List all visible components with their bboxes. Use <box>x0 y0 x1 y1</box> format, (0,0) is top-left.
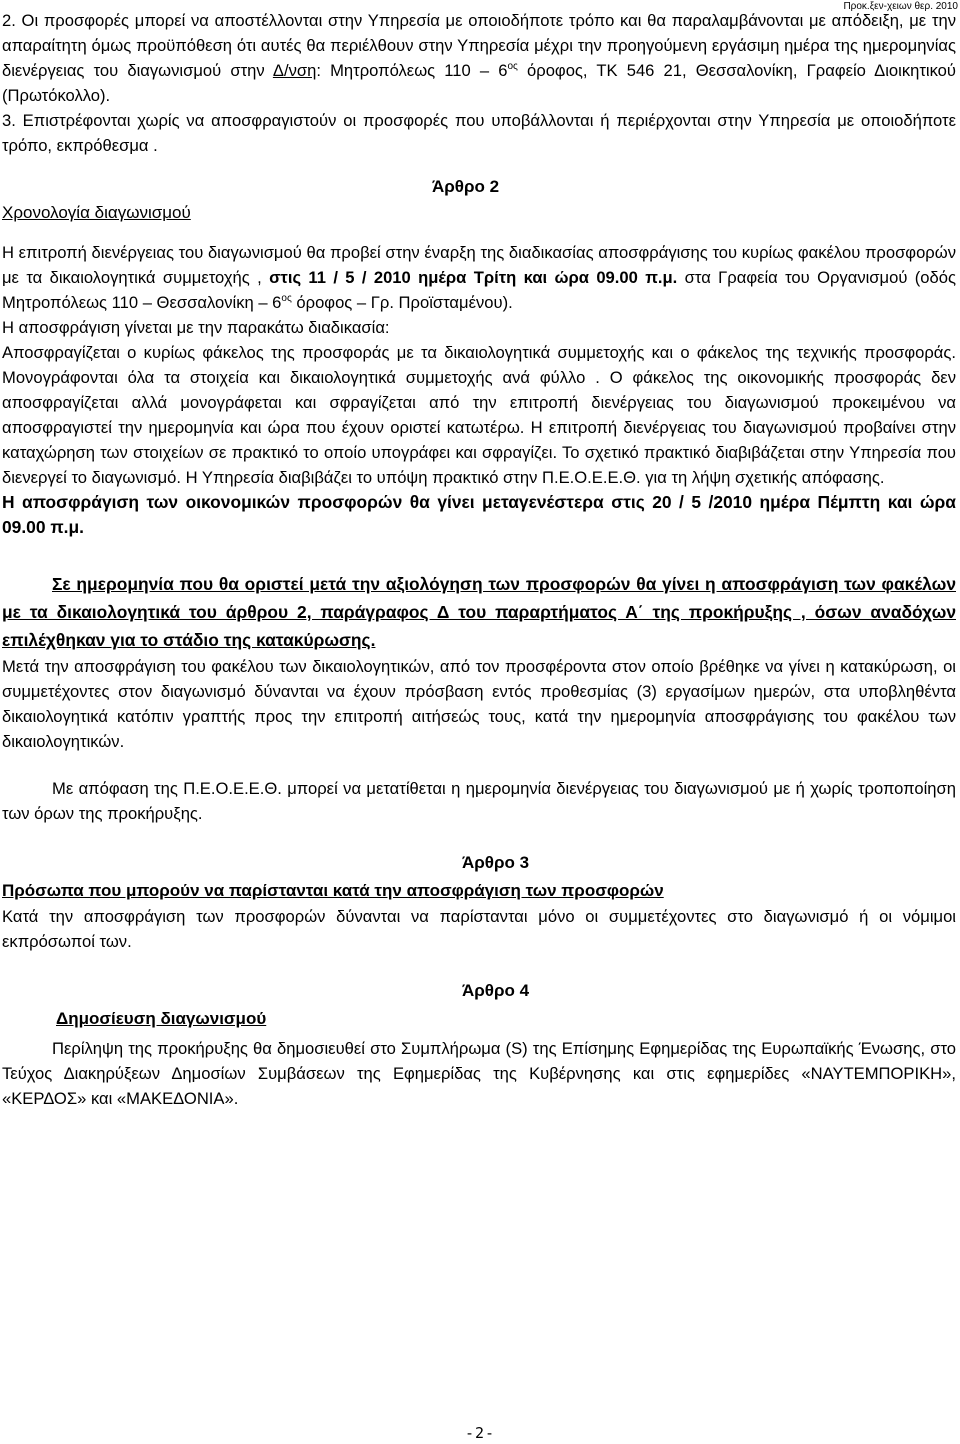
article-4-heading: Δημοσίευση διαγωνισμού <box>56 1009 267 1028</box>
paragraph-2-text-c: : Μητροπόλεως 110 – 6 <box>316 61 508 80</box>
article-4-paragraph-1: Περίληψη της προκήρυξης θα δημοσιευθεί στο Συμπλήρωμα (S) της Επίσημης Εφημερίδας της Ευρωπαϊκής Ένωσης, στο Τεύχος Διακηρύξεων Δημοσίων Συμβάσεων της Εφημερίδας της Κυβέρνησης και στις εφημερίδες «ΝΑΥΤΕΜΠΟΡΙΚΗ», «ΚΕΡΔΟΣ» και «ΜΑΚΕΔΟΝΙΑ». <box>2 1039 956 1108</box>
article-3-heading-row <box>2 850 956 904</box>
article-2-heading-row <box>2 174 956 230</box>
article-3-paragraph-1: Κατά την αποσφράγιση των προσφορών δύνανται να παρίστανται μόνο οι συμμετέχοντες στο διαγωνισμό ή οι νόμιμοι εκπρόσωποί των. <box>2 907 956 951</box>
spacer <box>2 754 956 776</box>
article-2-paragraph-6: Μετά την αποσφράγιση του φακέλου των δικαιολογητικών, από τον προσφέροντα στον οποίο βρέθηκε να γίνει η κατακύρωση, οι συμμετέχοντες στον διαγωνισμό δύνανται να έχουν πρόσβαση εντός προθεσμίας (3) εργασίμων ημερών, στα υποβληθέντα δικαιολογητικά κατόπιν γραπτής προς την επιτροπή αιτήσεώς τους, κατά την ημερομηνία αποσφράγισης του φακέλου των δικαιολογητικών. <box>2 657 956 751</box>
page-number: -2- <box>464 1424 496 1442</box>
opening-date: στις 11 / 5 / 2010 ημέρα Τρίτη και ώρα 09.00 π.μ. <box>269 268 678 287</box>
paragraph-2-text-d: όροφος, ΤΚ 546 21, Θεσσαλονίκη, Γραφείο Διοικητικού (Πρωτόκολλο). <box>2 61 956 105</box>
paragraph-3: 3. Επιστρέφονται χωρίς να αποσφραγιστούν οι προσφορές που υποβάλλονται ή περιέρχονται στην Υπηρεσία με οποιοδήποτε τρόπο, εκπρόθεσμα . <box>2 111 956 155</box>
paragraph-2-text-a: 2. Οι προσφορές μπορεί να αποστέλλονται στην Υπηρεσία με οποιοδήποτε τρόπο και θα παραλαμβάνονται με απόδειξη, με την απαραίτητη όμως προϋπόθεση ότι αυτές θα περιέλθουν στην Υπηρεσία μέχρι την προηγούμενη εργάσιμη ημέρα της ημερομηνίας διενέργειας του διαγωνισμού στην <box>2 11 956 80</box>
directorate-abbr: Δ/νση <box>272 61 317 80</box>
article-2-p1-text-a: Η επιτροπή διενέργειας του διαγωνισμού θα προβεί στην έναρξη της διαδικασίας αποσφράγισης του κυρίως φακέλου προσφορών με τα δικαιολογητικά συμμετοχής , <box>2 243 956 287</box>
article-2-p1-text-c: στα Γραφεία του Οργανισμού (οδός Μητροπόλεως 110 – Θεσσαλονίκη – 6 <box>2 268 956 312</box>
spacer <box>2 540 956 570</box>
article-2-paragraph-1 <box>2 240 956 315</box>
header-note: Προκ.ξεν-χειων θερ. 2010 <box>843 1 958 12</box>
floor-superscript: ος <box>507 61 518 72</box>
article-3-title: Άρθρο 3 <box>462 853 530 872</box>
floor-superscript-2: ος <box>281 293 292 304</box>
article-4-title: Άρθρο 4 <box>462 981 530 1000</box>
dossier-opening-notice: Σε ημερομηνία που θα οριστεί μετά την αξιολόγηση των προσφορών θα γίνει η αποσφράγιση των φακέλων με τα δικαιολογητικά του άρθρου 2, παράγραφος Δ του παραρτήματος Α΄ της προκήρυξης , όσων αναδόχων επιλέχθηκαν για το στάδιο της κατακύρωσης. <box>2 574 956 650</box>
article-2-paragraph-3: Αποσφραγίζεται ο κυρίως φάκελος της προσφοράς με τα δικαιολογητικά συμμετοχής και ο φάκελος της τεχνικής προσφοράς. Μονογράφονται όλα τα στοιχεία και δικαιολογητικά συμμετοχής ανά φύλλο . Ο φάκελος της οικονομικής προσφοράς δεν αποσφραγίζεται αλλά μονογράφεται και σφραγίζεται από την επιτροπή διενέργειας του διαγωνισμού προκειμένου να αποσφραγιστεί την ημερομηνία και ώρα που έχουν οριστεί κατωτέρω. Η επιτροπή διενέργειας του διαγωνισμού προβαίνει στην καταχώρηση των στοιχείων σε πρακτικό το οποίο υπογράφει και σφραγίζει. Το σχετικό πρακτικό διαβιβάζεται στην Υπηρεσία που διενεργεί το διαγωνισμό. Η Υπηρεσία διαβιβάζει το υπόψη πρακτικό στην Π.Ε.Ο.Ε.Ε.Θ. για τη λήψη σχετικής απόφασης. <box>2 343 956 487</box>
article-3-heading: Πρόσωπα που μπορούν να παρίστανται κατά την αποσφράγιση των προσφορών <box>2 881 664 900</box>
article-2-heading: Χρονολογία διαγωνισμού <box>2 203 191 222</box>
spacer <box>2 230 956 240</box>
article-2-p1-text-d: όροφος – Γρ. Προϊσταμένου). <box>291 293 513 312</box>
paragraph-2 <box>2 8 956 108</box>
article-4-heading-row <box>2 978 956 1036</box>
article-2-paragraph-7: Με απόφαση της Π.Ε.Ο.Ε.Ε.Θ. μπορεί να μετατίθεται η ημερομηνία διενέργειας του διαγωνισμού με ή χωρίς τροποποίηση των όρων της προκήρυξης. <box>2 779 956 823</box>
financial-opening-date: Η αποσφράγιση των οικονομικών προσφορών θα γίνει μεταγενέστερα στις 20 / 5 /2010 ημέρα Πέμπτη και ώρα 09.00 π.μ. <box>2 492 956 537</box>
document-body <box>2 8 956 1111</box>
article-2-title: Άρθρο 2 <box>432 177 500 196</box>
article-2-paragraph-2: Η αποσφράγιση γίνεται με την παρακάτω διαδικασία: <box>2 318 390 337</box>
